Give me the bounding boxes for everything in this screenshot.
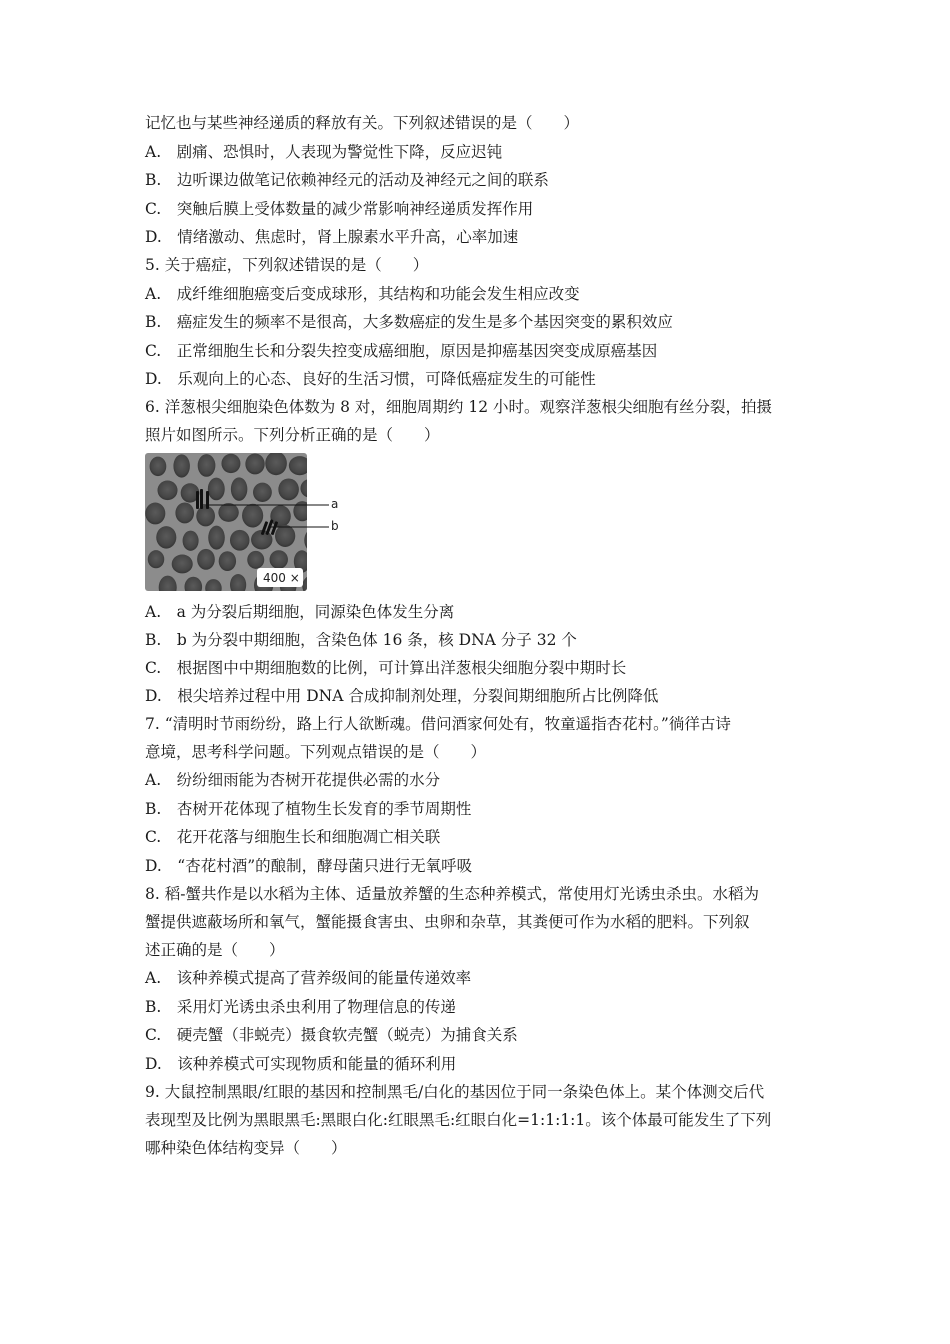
q8-stem-line3: 述正确的是（ ） <box>145 940 285 959</box>
cell-nucleus <box>196 506 215 527</box>
cell-nucleus <box>270 550 288 569</box>
cell-nucleus <box>270 505 290 527</box>
cell-nucleus <box>198 454 216 477</box>
q8-option-d: D. 该种养模式可实现物质和能量的循环利用 <box>145 1054 457 1073</box>
q5-option-c: C. 正常细胞生长和分裂失控变成癌细胞，原因是抑癌基因突变成原癌基因 <box>145 341 658 360</box>
q5-stem: 5. 关于癌症，下列叙述错误的是（ ） <box>145 256 429 274</box>
q7-option-b: B. 杏树开花体现了植物生长发育的季节周期性 <box>145 799 472 818</box>
cell-nucleus <box>242 504 263 528</box>
cell-nucleus <box>145 503 165 525</box>
q7-stem-line2: 意境，思考科学问题。下列观点错误的是（ ） <box>145 742 487 761</box>
cell-nucleus <box>247 551 264 569</box>
q8-option-a: A. 该种养模式提高了营养级间的能量传递效率 <box>145 969 472 987</box>
cell-nucleus <box>230 530 250 551</box>
question-content <box>145 113 815 1158</box>
cell-nucleus <box>172 555 193 574</box>
q5-option-a: A. 成纤维细胞癌变后变成球形，其结构和功能会发生相应改变 <box>145 284 580 303</box>
q4-stem-continued: 记忆也与某些神经递质的释放有关。下列叙述错误的是（ ） <box>145 114 580 132</box>
pointer-lines-ext <box>307 453 331 591</box>
q9-stem-line3: 哪种染色体结构变异（ ） <box>145 1138 347 1157</box>
cell-nucleus <box>253 483 272 502</box>
cell-nucleus <box>221 454 240 473</box>
cell-nucleus <box>183 531 199 551</box>
q5-option-b: B. 癌症发生的频率不是很高，大多数癌症的发生是多个基因突变的累积效应 <box>145 313 673 331</box>
cell-nucleus <box>278 478 299 500</box>
q8-stem-line1: 8. 稻-蟹共作是以水稻为主体、适量放养蟹的生态种养模式，常使用灯光诱虫杀虫。水稻为 <box>145 884 759 903</box>
q6-stem-line2: 照片如图所示。下列分析正确的是（ ） <box>145 426 440 444</box>
q6-option-c: C. 根据图中中期细胞数的比例，可计算出洋葱根尖细胞分裂中期时长 <box>145 658 627 677</box>
q6-option-b: B. b 为分裂中期细胞，含染色体 16 条，核 DNA 分子 32 个 <box>145 630 577 649</box>
cell-nucleus <box>175 502 194 523</box>
q5-option-d: D. 乐观向上的心态、良好的生活习惯，可降低癌症发生的可能性 <box>145 370 596 388</box>
q4-option-b: B. 边听课边做笔记依赖神经元的活动及神经元之间的联系 <box>145 171 549 189</box>
cell-nucleus <box>231 477 247 501</box>
figure-label-b: b <box>331 519 339 533</box>
q6-stem-line1: 6. 洋葱根尖细胞染色体数为 8 对，细胞周期约 12 小时。观察洋葱根尖细胞有丝分裂，拍摄 <box>145 398 773 416</box>
cell-nucleus <box>275 525 295 547</box>
cell-nucleus <box>208 526 225 550</box>
cell-nucleus <box>197 549 215 570</box>
q7-option-d: D. “杏花村酒”的酿制，酵母菌只进行无氧呼吸 <box>145 856 473 875</box>
chromosome-a <box>196 489 209 509</box>
q7-option-c: C. 花开花落与细胞生长和细胞凋亡相关联 <box>145 828 441 846</box>
magnification-label: 400 × <box>263 571 300 585</box>
cell-nucleus <box>245 453 264 474</box>
q8-option-c: C. 硬壳蟹（非蜕壳）摄食软壳蟹（蜕壳）为捕食关系 <box>145 1026 518 1044</box>
cell-nucleus <box>157 480 177 500</box>
q8-option-b: B. 采用灯光诱虫杀虫利用了物理信息的传递 <box>145 997 456 1016</box>
q4-option-d: D. 情绪激动、焦虑时，肾上腺素水平升高，心率加速 <box>145 228 519 246</box>
cell-nucleus <box>150 457 167 476</box>
q8-stem-line2: 蟹提供遮蔽场所和氧气，蟹能摄食害虫、虫卵和杂草，其粪便可作为水稻的肥料。下列叙 <box>145 912 750 931</box>
q7-stem-line1: 7. “清明时节雨纷纷，路上行人欲断魂。借问酒家何处有，牧童遥指杏花村。”徜徉古诗 <box>145 714 731 733</box>
figure-label-a: a <box>331 497 339 511</box>
q6-option-a: A. a 为分裂后期细胞，同源染色体发生分离 <box>145 602 455 621</box>
q6-option-d: D. 根尖培养过程中用 DNA 合成抑制剂处理，分裂间期细胞所占比例降低 <box>145 686 659 705</box>
cell-nucleus <box>218 503 238 522</box>
cell-nucleus <box>219 551 236 571</box>
q4-option-c: C. 突触后膜上受体数量的减少常影响神经递质发挥作用 <box>145 199 534 218</box>
q7-option-a: A. 纷纷细雨能为杏树开花提供必需的水分 <box>145 771 441 789</box>
cell-nucleus <box>173 454 189 477</box>
q4-option-a: A. 剧痛、恐惧时，人表现为警觉性下降，反应迟钝 <box>145 142 503 161</box>
q9-stem-line1: 9. 大鼠控制黑眼/红眼的基因和控制黑毛/白化的基因位于同一条染色体上。某个体测交后代 <box>145 1082 765 1101</box>
cell-nucleus <box>156 526 176 548</box>
micrograph-figure <box>145 453 345 593</box>
q9-stem-line2: 表现型及比例为黑眼黑毛:黑眼白化:红眼黑毛:红眼白化=1:1:1:1。该个体最可能发生了下列 <box>145 1110 772 1129</box>
cell-nucleus <box>208 478 225 501</box>
cell-nucleus <box>148 550 164 568</box>
